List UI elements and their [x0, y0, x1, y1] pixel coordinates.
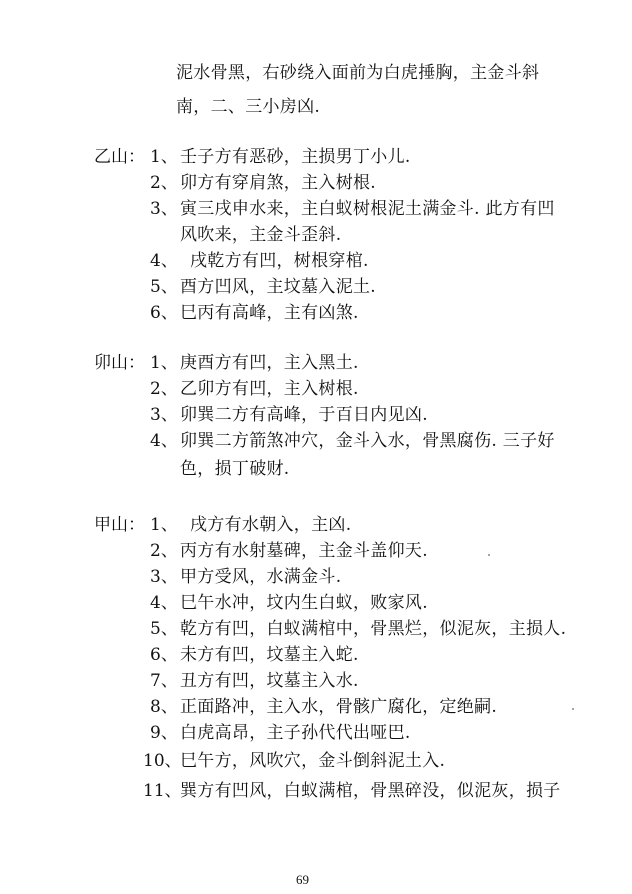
item-text: 戌方有水朝入，主凶. — [190, 515, 352, 535]
item-number: 6、 — [150, 645, 178, 665]
item-text: 甲方受风，水满金斗. — [180, 567, 342, 587]
item-number: 11、 — [143, 781, 182, 801]
item-text-continuation: 色，损丁破财. — [180, 459, 290, 479]
item-text: 卯巽二方有高峰，于百日内见凶. — [180, 405, 428, 425]
item-text: 正面路冲，主入水，骨骸广腐化，定绝嗣. — [180, 697, 498, 717]
item-number: 5、 — [150, 277, 178, 297]
section-label: 甲山： — [94, 515, 145, 535]
item-number: 3、 — [150, 199, 178, 219]
page-number: 69 — [296, 872, 309, 887]
item-text: 未方有凹，坟墓主入蛇. — [180, 645, 359, 665]
item-text: 酉方凹风，主坟墓入泥土. — [180, 277, 377, 297]
scan-speck — [488, 554, 490, 556]
item-text: 乾方有凹，白蚁满棺中，骨黑烂，似泥灰，主损人. — [180, 619, 567, 639]
item-number: 10、 — [143, 751, 182, 771]
intro-line-2: 南，二、三小房凶. — [176, 97, 321, 117]
item-text: 巳丙有高峰，主有凶煞. — [180, 303, 359, 323]
intro-line-1: 泥水骨黑，右砂绕入面前为白虎捶胸，主金斗斜 — [176, 63, 540, 83]
item-number: 1、 — [150, 353, 178, 373]
item-number: 9、 — [150, 723, 178, 743]
item-number: 8、 — [150, 697, 178, 717]
item-number: 1、 — [150, 515, 178, 535]
item-number: 2、 — [150, 541, 178, 561]
item-text: 壬子方有恶砂，主损男丁小儿. — [180, 147, 411, 167]
item-text: 巽方有凹风，白蚁满棺，骨黑碎没，似泥灰，损子 — [180, 781, 561, 801]
item-text: 戌乾方有凹，树根穿棺. — [190, 251, 369, 271]
item-number: 4、 — [150, 593, 178, 613]
item-text: 卯巽二方箭煞冲穴，金斗入水，骨黑腐伤. 三子好 — [180, 431, 555, 451]
item-text: 巳午方，风吹穴，金斗倒斜泥土入. — [180, 751, 446, 771]
item-text: 卯方有穿肩煞，主入树根. — [180, 173, 377, 193]
item-text: 丙方有水射墓碑，主金斗盖仰天. — [180, 541, 428, 561]
item-text: 寅三戌申水来，主白蚁树根泥土满金斗. 此方有凹 — [180, 199, 555, 219]
item-number: 6、 — [150, 303, 178, 323]
item-text: 白虎高昂，主子孙代代出哑巴. — [180, 723, 411, 743]
scan-speck — [572, 708, 574, 710]
section-label: 卯山： — [94, 353, 145, 373]
item-text: 巳午水冲，坟内生白蚁，败家风. — [180, 593, 428, 613]
item-number: 2、 — [150, 173, 178, 193]
item-number: 2、 — [150, 379, 178, 399]
item-number: 3、 — [150, 405, 178, 425]
item-number: 5、 — [150, 619, 178, 639]
item-number: 4、 — [150, 431, 178, 451]
item-text-continuation: 风吹来，主金斗歪斜. — [180, 225, 342, 245]
item-number: 3、 — [150, 567, 178, 587]
section-label: 乙山： — [94, 147, 145, 167]
item-text: 乙卯方有凹，主入树根. — [180, 379, 359, 399]
item-text: 庚酉方有凹，主入黑土. — [180, 353, 359, 373]
item-number: 4、 — [150, 251, 178, 271]
item-number: 1、 — [150, 147, 178, 167]
item-number: 7、 — [150, 671, 178, 691]
item-text: 丑方有凹，坟墓主入水. — [180, 671, 359, 691]
